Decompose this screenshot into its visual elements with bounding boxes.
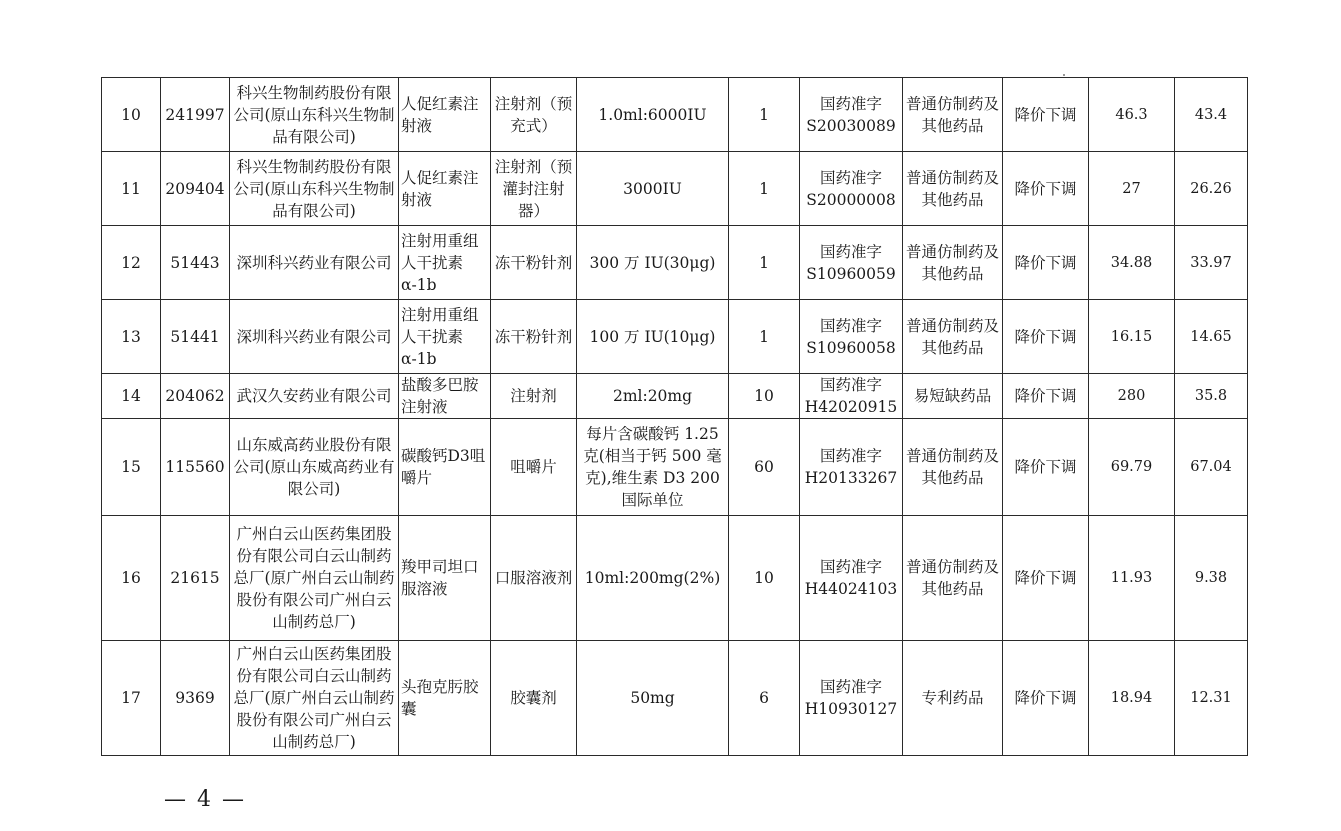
table-row — [102, 152, 1248, 226]
cell-new-price: 14.65 — [1175, 300, 1248, 374]
cell-category: 专利药品 — [903, 641, 1003, 756]
cell-drug-name: 人促红素注射液 — [399, 152, 491, 226]
cell-company: 山东威高药业股份有限公司(原山东威高药业有限公司) — [230, 419, 399, 516]
cell-category: 普通仿制药及其他药品 — [903, 300, 1003, 374]
cell-approval: 国药准字S10960058 — [800, 300, 903, 374]
cell-seq: 13 — [102, 300, 161, 374]
cell-adjustment: 降价下调 — [1003, 78, 1089, 152]
cell-old-price: 27 — [1089, 152, 1175, 226]
cell-category: 普通仿制药及其他药品 — [903, 226, 1003, 300]
cell-adjustment: 降价下调 — [1003, 300, 1089, 374]
cell-seq: 16 — [102, 516, 161, 641]
cell-old-price: 16.15 — [1089, 300, 1175, 374]
cell-category: 普通仿制药及其他药品 — [903, 78, 1003, 152]
cell-new-price: 12.31 — [1175, 641, 1248, 756]
cell-dosage-form: 注射剂（预灌封注射器） — [491, 152, 577, 226]
cell-approval: 国药准字H44024103 — [800, 516, 903, 641]
page-number: — 4 — — [164, 787, 246, 812]
cell-new-price: 33.97 — [1175, 226, 1248, 300]
cell-spec: 10ml:200mg(2%) — [577, 516, 729, 641]
cell-spec: 100 万 IU(10μg) — [577, 300, 729, 374]
cell-spec: 3000IU — [577, 152, 729, 226]
cell-adjustment: 降价下调 — [1003, 152, 1089, 226]
cell-new-price: 67.04 — [1175, 419, 1248, 516]
cell-company: 科兴生物制药股份有限公司(原山东科兴生物制品有限公司) — [230, 78, 399, 152]
cell-seq: 12 — [102, 226, 161, 300]
cell-drug-name: 盐酸多巴胺注射液 — [399, 374, 491, 419]
cell-drug-name: 注射用重组人干扰素α-1b — [399, 226, 491, 300]
cell-spec: 300 万 IU(30μg) — [577, 226, 729, 300]
cell-drug-name: 注射用重组人干扰素α-1b — [399, 300, 491, 374]
cell-dosage-form: 口服溶液剂 — [491, 516, 577, 641]
cell-approval: 国药准字H10930127 — [800, 641, 903, 756]
cell-adjustment: 降价下调 — [1003, 516, 1089, 641]
cell-drug-name: 头孢克肟胶囊 — [399, 641, 491, 756]
cell-spec: 50mg — [577, 641, 729, 756]
table-row — [102, 300, 1248, 374]
cell-spec: 2ml:20mg — [577, 374, 729, 419]
cell-dosage-form: 咀嚼片 — [491, 419, 577, 516]
cell-seq: 14 — [102, 374, 161, 419]
cell-approval: 国药准字H20133267 — [800, 419, 903, 516]
cell-code: 115560 — [161, 419, 230, 516]
cell-pack: 1 — [729, 78, 800, 152]
cell-new-price: 9.38 — [1175, 516, 1248, 641]
cell-seq: 15 — [102, 419, 161, 516]
cell-company: 广州白云山医药集团股份有限公司白云山制药总厂(原广州白云山制药股份有限公司广州白云山制药总厂) — [230, 641, 399, 756]
cell-pack: 1 — [729, 152, 800, 226]
cell-pack: 1 — [729, 300, 800, 374]
cell-approval: 国药准字S10960059 — [800, 226, 903, 300]
cell-old-price: 46.3 — [1089, 78, 1175, 152]
cell-old-price: 18.94 — [1089, 641, 1175, 756]
cell-pack: 1 — [729, 226, 800, 300]
cell-company: 武汉久安药业有限公司 — [230, 374, 399, 419]
scan-speck — [1063, 74, 1065, 76]
table-row — [102, 374, 1248, 419]
cell-adjustment: 降价下调 — [1003, 226, 1089, 300]
table-row — [102, 78, 1248, 152]
cell-code: 209404 — [161, 152, 230, 226]
cell-dosage-form: 注射剂 — [491, 374, 577, 419]
table-row — [102, 226, 1248, 300]
cell-spec: 1.0ml:6000IU — [577, 78, 729, 152]
table-row — [102, 419, 1248, 516]
cell-adjustment: 降价下调 — [1003, 419, 1089, 516]
cell-category: 普通仿制药及其他药品 — [903, 152, 1003, 226]
cell-adjustment: 降价下调 — [1003, 641, 1089, 756]
cell-code: 9369 — [161, 641, 230, 756]
cell-category: 普通仿制药及其他药品 — [903, 419, 1003, 516]
cell-dosage-form: 冻干粉针剂 — [491, 300, 577, 374]
cell-adjustment: 降价下调 — [1003, 374, 1089, 419]
cell-seq: 17 — [102, 641, 161, 756]
cell-company: 深圳科兴药业有限公司 — [230, 300, 399, 374]
cell-code: 21615 — [161, 516, 230, 641]
cell-pack: 10 — [729, 374, 800, 419]
cell-old-price: 280 — [1089, 374, 1175, 419]
cell-spec: 每片含碳酸钙 1.25 克(相当于钙 500 毫克),维生素 D3 200 国际单位 — [577, 419, 729, 516]
cell-code: 241997 — [161, 78, 230, 152]
cell-approval: 国药准字H42020915 — [800, 374, 903, 419]
table-body — [102, 78, 1248, 756]
cell-new-price: 43.4 — [1175, 78, 1248, 152]
cell-code: 51441 — [161, 300, 230, 374]
cell-company: 深圳科兴药业有限公司 — [230, 226, 399, 300]
cell-code: 51443 — [161, 226, 230, 300]
cell-dosage-form: 冻干粉针剂 — [491, 226, 577, 300]
cell-approval: 国药准字S20030089 — [800, 78, 903, 152]
cell-category: 易短缺药品 — [903, 374, 1003, 419]
cell-pack: 6 — [729, 641, 800, 756]
cell-dosage-form: 胶囊剂 — [491, 641, 577, 756]
cell-approval: 国药准字S20000008 — [800, 152, 903, 226]
cell-pack: 60 — [729, 419, 800, 516]
cell-drug-name: 羧甲司坦口服溶液 — [399, 516, 491, 641]
cell-seq: 10 — [102, 78, 161, 152]
cell-pack: 10 — [729, 516, 800, 641]
cell-old-price: 11.93 — [1089, 516, 1175, 641]
cell-company: 科兴生物制药股份有限公司(原山东科兴生物制品有限公司) — [230, 152, 399, 226]
table-row — [102, 516, 1248, 641]
cell-drug-name: 碳酸钙D3咀嚼片 — [399, 419, 491, 516]
cell-category: 普通仿制药及其他药品 — [903, 516, 1003, 641]
cell-seq: 11 — [102, 152, 161, 226]
cell-new-price: 26.26 — [1175, 152, 1248, 226]
cell-new-price: 35.8 — [1175, 374, 1248, 419]
cell-old-price: 69.79 — [1089, 419, 1175, 516]
cell-drug-name: 人促红素注射液 — [399, 78, 491, 152]
cell-company: 广州白云山医药集团股份有限公司白云山制药总厂(原广州白云山制药股份有限公司广州白云山制药总厂) — [230, 516, 399, 641]
cell-dosage-form: 注射剂（预充式） — [491, 78, 577, 152]
table-row — [102, 641, 1248, 756]
price-adjustment-table — [101, 77, 1248, 756]
cell-old-price: 34.88 — [1089, 226, 1175, 300]
cell-code: 204062 — [161, 374, 230, 419]
